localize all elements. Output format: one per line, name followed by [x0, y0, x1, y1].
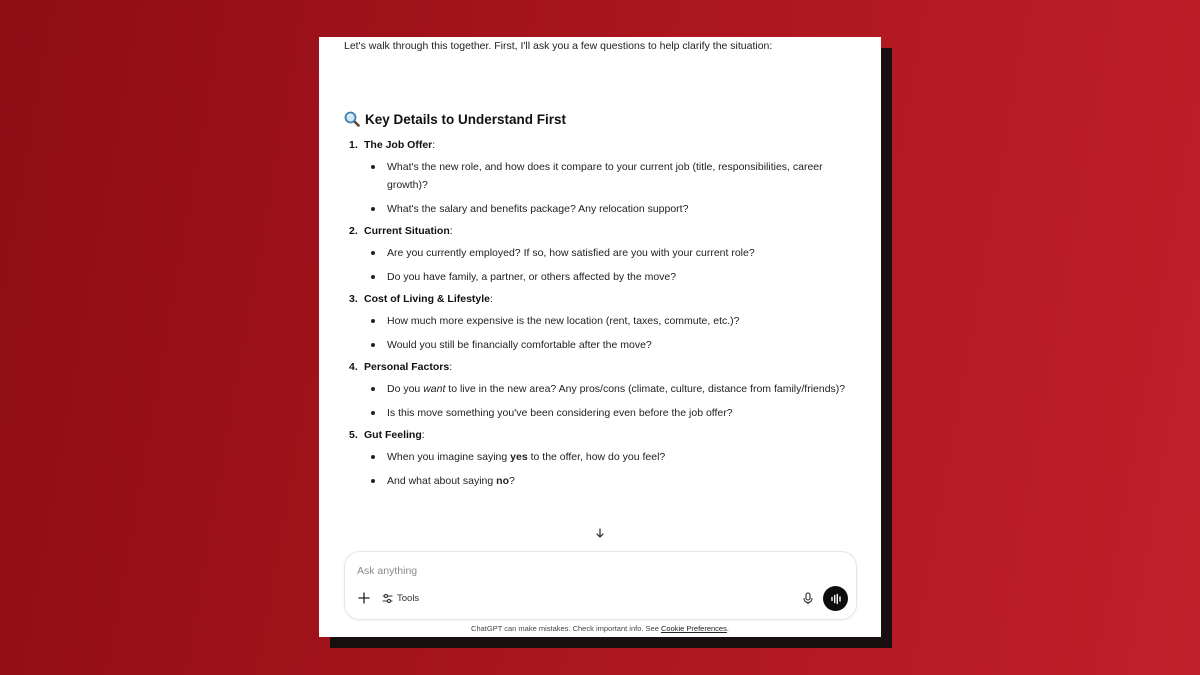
bullet-item [344, 448, 864, 466]
bullet-text: Would you still be financially comfortable after the move? [387, 339, 652, 351]
bullet-strong: yes [510, 451, 528, 463]
bullet-item [344, 336, 864, 354]
disclaimer-text: ChatGPT can make mistakes. Check important info. See [471, 624, 661, 633]
chat-transcript[interactable] [319, 37, 881, 577]
step-label: Current Situation [364, 225, 450, 237]
bullet-item [344, 158, 864, 194]
bullet-item [344, 200, 864, 218]
bullet-text: to live in the new area? Any pros/cons (climate, culture, distance from family/friends)? [445, 383, 846, 395]
bullet-item [344, 312, 864, 330]
magnifying-glass-icon [344, 111, 360, 127]
bullet-strong: no [496, 475, 509, 487]
step-title: 4. Personal Factors : [344, 360, 864, 374]
tools-label: Tools [397, 592, 420, 604]
bullet-item [344, 268, 864, 286]
plus-icon [358, 592, 370, 604]
questions-list [344, 138, 864, 490]
step-title: 5. Gut Feeling : [344, 428, 864, 442]
list-item-personal-factors [344, 360, 864, 422]
chat-window [319, 37, 881, 637]
attach-button[interactable] [356, 590, 372, 606]
bullet-text: Do you have family, a partner, or others affected by the move? [387, 271, 677, 283]
sliders-icon [382, 593, 393, 604]
disclaimer [319, 624, 881, 633]
voice-mode-button[interactable] [823, 586, 848, 611]
composer [344, 551, 857, 620]
step-title: 2. Current Situation : [344, 224, 864, 238]
bullet-text: Do you [387, 383, 424, 395]
tools-button[interactable] [382, 590, 419, 606]
cookie-preferences-link[interactable]: Cookie Preferences [660, 624, 727, 633]
bullet-text: to the offer, how do you feel? [527, 451, 666, 463]
microphone-icon [802, 592, 814, 605]
bullet-text: What's the new role, and how does it compare to your current job (title, responsibilities, career growth)? [387, 161, 823, 191]
message-input[interactable] [357, 562, 777, 580]
arrow-down-icon [595, 528, 605, 538]
step-label: Gut Feeling [364, 429, 422, 441]
bullet-item [344, 404, 864, 422]
disclaimer-end: . [726, 624, 729, 633]
dictate-button[interactable] [800, 590, 816, 606]
step-label: The Job Offer [364, 139, 433, 151]
step-number: 4. [349, 361, 358, 373]
list-item-current-situation [344, 224, 864, 286]
bullet-text: What's the salary and benefits package? Any relocation support? [387, 203, 689, 215]
list-item-gut-feeling [344, 428, 864, 490]
bullet-text: ? [509, 475, 515, 487]
bullet-text: And what about saying [387, 475, 497, 487]
list-item-job-offer [344, 138, 864, 218]
step-title: 1. The Job Offer : [344, 138, 864, 152]
intro-text: Let's walk through this together. First, I'll ask you a few questions to help clarify the situation: [344, 40, 773, 52]
step-number: 5. [349, 429, 358, 441]
section-heading [344, 111, 566, 127]
bullet-list [344, 448, 864, 490]
voice-mode-icon [830, 593, 842, 605]
bullet-list [344, 380, 864, 422]
bullet-item [344, 244, 864, 262]
list-item-cost-of-living [344, 292, 864, 354]
bullet-text: When you imagine saying [387, 451, 511, 463]
bullet-item [344, 472, 864, 490]
step-label: Personal Factors [364, 361, 450, 373]
bullet-list [344, 158, 864, 218]
bullet-text: Are you currently employed? If so, how satisfied are you with your current role? [387, 247, 755, 259]
bullet-emphasis: want [423, 383, 446, 395]
step-number: 3. [349, 293, 358, 305]
bullet-text: How much more expensive is the new location (rent, taxes, commute, etc.)? [387, 315, 740, 327]
section-heading-text: Key Details to Understand First [365, 111, 567, 127]
step-label: Cost of Living & Lifestyle [364, 293, 491, 305]
bullet-text: Is this move something you've been considering even before the job offer? [387, 407, 733, 419]
scroll-down-button[interactable] [591, 524, 609, 542]
step-title: 3. Cost of Living & Lifestyle : [344, 292, 864, 306]
step-number: 2. [349, 225, 358, 237]
step-number: 1. [349, 139, 358, 151]
bullet-list [344, 312, 864, 354]
bullet-item [344, 380, 864, 398]
bullet-list [344, 244, 864, 286]
